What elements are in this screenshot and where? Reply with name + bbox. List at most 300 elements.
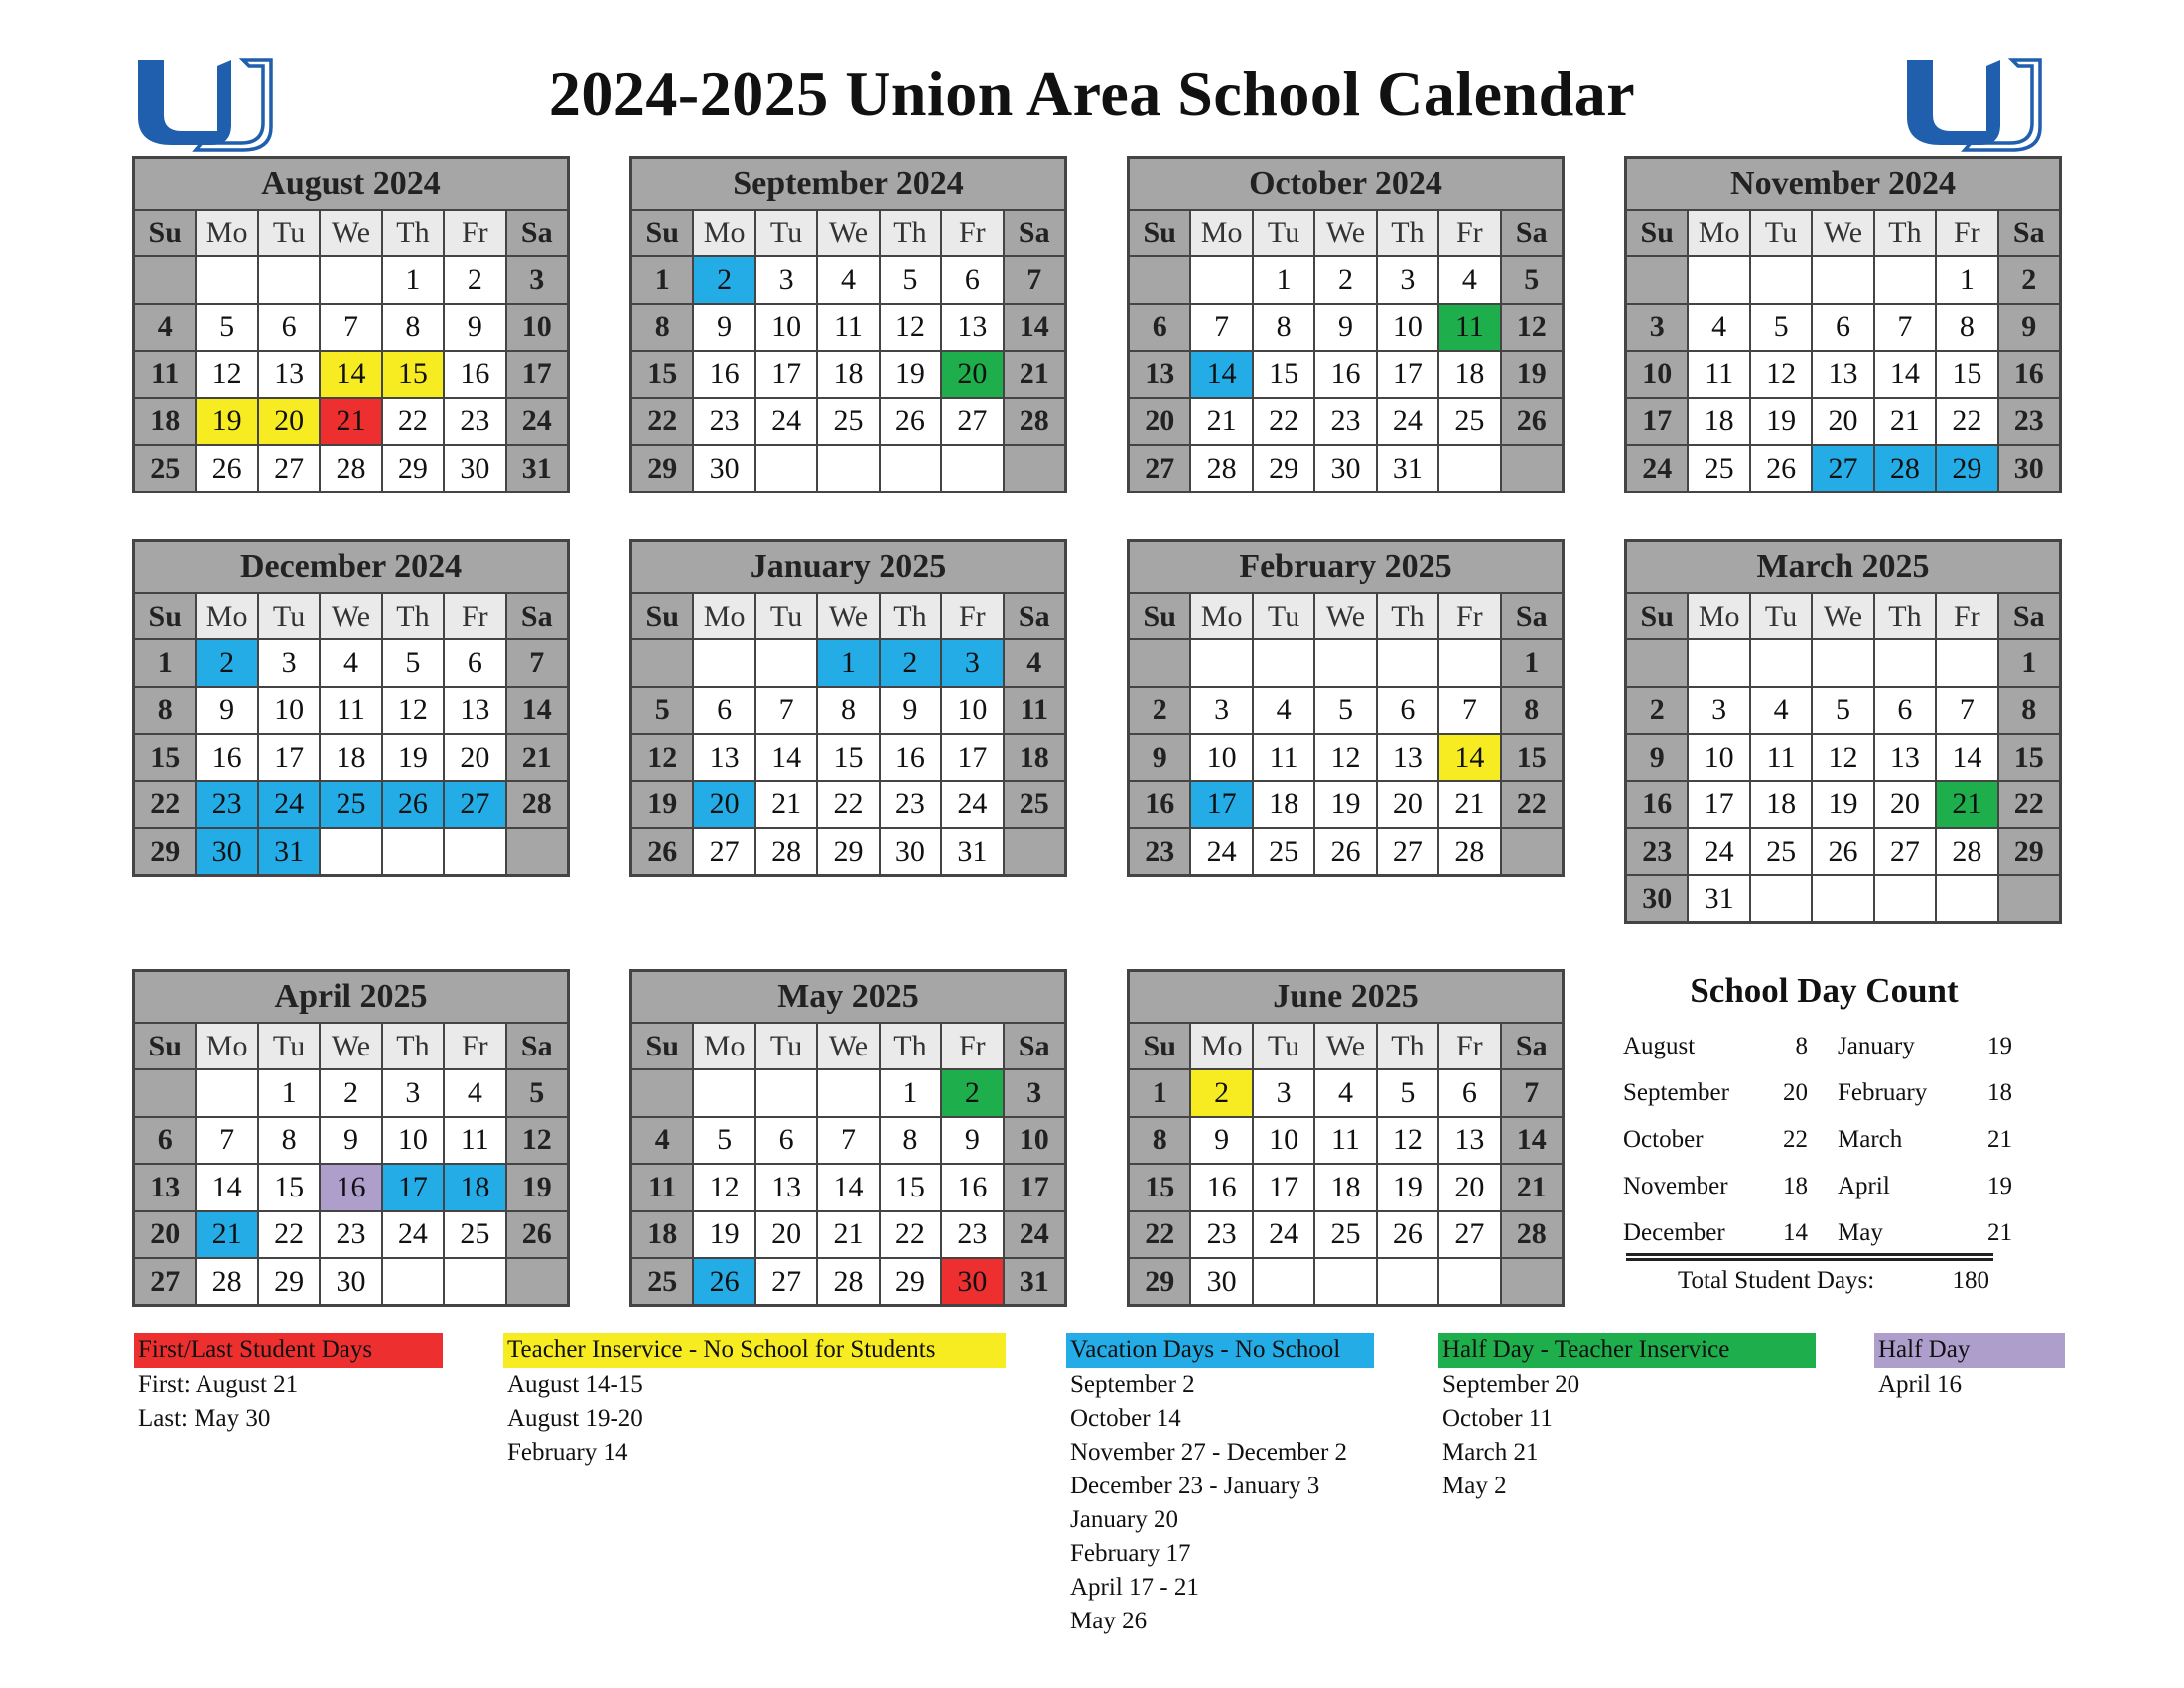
day-cell: 14 [1875, 352, 1935, 396]
weekday-header: Tu [756, 594, 816, 638]
weekday-header: Su [135, 594, 195, 638]
day-cell: 13 [1813, 352, 1872, 396]
day-cell: 30 [321, 1259, 380, 1304]
day-cell: 27 [756, 1259, 816, 1304]
weekday-header: We [1315, 211, 1375, 255]
day-cell: 3 [383, 1070, 443, 1115]
day-cell: 10 [1191, 735, 1251, 779]
day-cell: 11 [135, 352, 195, 396]
day-cell: 6 [259, 305, 319, 350]
weekday-header: Tu [1751, 594, 1811, 638]
empty-day-cell [818, 1070, 878, 1115]
day-cell: 7 [1191, 305, 1251, 350]
day-cell: 10 [507, 305, 567, 350]
day-cell: 26 [1502, 399, 1562, 444]
day-cell: 25 [445, 1212, 504, 1257]
day-cell: 18 [1439, 352, 1499, 396]
day-cell: 28 [321, 446, 380, 491]
empty-day-cell [1689, 257, 1748, 302]
day-cell: 15 [1937, 352, 1996, 396]
weekday-header: We [321, 594, 380, 638]
legend-date: September 2 [1070, 1371, 1195, 1398]
day-cell: 10 [1627, 352, 1687, 396]
day-cell: 20 [1378, 782, 1437, 827]
weekday-header: Tu [259, 1024, 319, 1068]
day-cell: 24 [507, 399, 567, 444]
weekday-header: Tu [1254, 211, 1313, 255]
empty-day-cell [135, 257, 195, 302]
weekday-header: Su [135, 1024, 195, 1068]
day-cell: 7 [818, 1118, 878, 1163]
day-cell: 23 [1999, 399, 2059, 444]
weekday-header: We [818, 1024, 878, 1068]
day-cell: 9 [881, 688, 940, 733]
weekday-header: Sa [1999, 594, 2059, 638]
day-cell: 18 [321, 735, 380, 779]
school-day-count-title: School Day Count [1690, 971, 1959, 1010]
empty-day-cell [1937, 876, 1996, 920]
day-cell: 7 [1502, 1070, 1562, 1115]
day-cell: 24 [1005, 1212, 1064, 1257]
day-cell: 25 [818, 399, 878, 444]
day-cell: 28 [818, 1259, 878, 1304]
day-cell: 25 [1689, 446, 1748, 491]
legend-date: March 21 [1442, 1439, 1539, 1466]
day-cell: 8 [383, 305, 443, 350]
day-cell: 5 [1751, 305, 1811, 350]
day-cell: 6 [942, 257, 1002, 302]
day-cell: 28 [197, 1259, 256, 1304]
day-cell: 19 [507, 1165, 567, 1209]
day-cell: 15 [135, 735, 195, 779]
day-cell: 16 [881, 735, 940, 779]
day-cell: 4 [321, 640, 380, 685]
count-value: 21 [1987, 1125, 2012, 1153]
day-cell: 29 [135, 829, 195, 874]
day-cell: 1 [259, 1070, 319, 1115]
empty-day-cell [694, 640, 753, 685]
weekday-header: Th [1875, 211, 1935, 255]
day-cell: 8 [1937, 305, 1996, 350]
weekday-header: Tu [1751, 211, 1811, 255]
day-cell: 13 [1130, 352, 1189, 396]
empty-day-cell [1937, 640, 1996, 685]
legend-green [1438, 1333, 1816, 1503]
month-title: June 2025 [1130, 972, 1562, 1024]
day-cell: 25 [135, 446, 195, 491]
month-title: October 2024 [1130, 159, 1562, 211]
day-cell: 12 [632, 735, 692, 779]
day-cell: 17 [1005, 1165, 1064, 1209]
count-value: 21 [1987, 1218, 2012, 1246]
day-cell: 2 [694, 257, 753, 302]
day-cell: 30 [197, 829, 256, 874]
legend-date: October 11 [1442, 1405, 1553, 1432]
day-cell: 24 [259, 782, 319, 827]
empty-day-cell [1130, 257, 1189, 302]
day-cell: 24 [1689, 829, 1748, 874]
month-calendar [629, 539, 1067, 877]
day-cell: 22 [881, 1212, 940, 1257]
empty-day-cell [1439, 1259, 1499, 1304]
month-title: March 2025 [1627, 542, 2059, 594]
day-cell: 20 [1439, 1165, 1499, 1209]
day-cell: 18 [1254, 782, 1313, 827]
empty-day-cell [1751, 257, 1811, 302]
day-cell: 19 [1502, 352, 1562, 396]
month-calendar [1624, 156, 2062, 493]
legend-date: Last: May 30 [138, 1405, 271, 1432]
day-cell: 11 [1439, 305, 1499, 350]
weekday-header: Fr [942, 594, 1002, 638]
day-cell: 8 [632, 305, 692, 350]
day-cell: 3 [1378, 257, 1437, 302]
day-cell: 25 [1751, 829, 1811, 874]
day-cell: 1 [632, 257, 692, 302]
day-cell: 19 [383, 735, 443, 779]
day-cell: 6 [694, 688, 753, 733]
day-cell: 7 [756, 688, 816, 733]
count-row [1623, 1116, 2015, 1163]
total-value: 180 [1952, 1267, 1989, 1294]
month-calendar [1127, 156, 1565, 493]
day-cell: 6 [756, 1118, 816, 1163]
day-cell: 13 [1875, 735, 1935, 779]
day-cell: 11 [1005, 688, 1064, 733]
empty-day-cell [1315, 640, 1375, 685]
count-value: 20 [1783, 1078, 1808, 1106]
day-cell: 28 [1439, 829, 1499, 874]
day-cell: 9 [321, 1118, 380, 1163]
day-cell: 5 [694, 1118, 753, 1163]
day-cell: 3 [1689, 688, 1748, 733]
day-cell: 15 [1999, 735, 2059, 779]
legend-red [134, 1333, 443, 1436]
day-cell: 4 [135, 305, 195, 350]
day-cell: 11 [632, 1165, 692, 1209]
weekday-header: We [321, 211, 380, 255]
day-cell: 24 [1254, 1212, 1313, 1257]
weekday-header: Sa [1005, 1024, 1064, 1068]
weekday-header: We [818, 211, 878, 255]
day-cell: 16 [445, 352, 504, 396]
weekday-header: We [1813, 594, 1872, 638]
day-cell: 24 [1191, 829, 1251, 874]
weekday-header: Fr [1439, 594, 1499, 638]
day-cell: 22 [632, 399, 692, 444]
empty-day-cell [1439, 640, 1499, 685]
day-cell: 2 [1130, 688, 1189, 733]
day-cell: 21 [507, 735, 567, 779]
empty-day-cell [1191, 257, 1251, 302]
day-cell: 23 [881, 782, 940, 827]
day-cell: 16 [321, 1165, 380, 1209]
day-cell: 21 [1191, 399, 1251, 444]
empty-day-cell [694, 1070, 753, 1115]
day-cell: 4 [818, 257, 878, 302]
day-cell: 22 [1254, 399, 1313, 444]
month-title: February 2025 [1130, 542, 1562, 594]
empty-day-cell [321, 257, 380, 302]
weekday-header: Tu [1254, 1024, 1313, 1068]
day-cell: 29 [259, 1259, 319, 1304]
weekday-header: Th [383, 1024, 443, 1068]
total-label: Total Student Days: [1678, 1267, 1875, 1294]
weekday-header: Th [383, 211, 443, 255]
day-cell: 1 [1254, 257, 1313, 302]
day-cell: 23 [321, 1212, 380, 1257]
weekday-header: Su [632, 1024, 692, 1068]
day-cell: 20 [259, 399, 319, 444]
day-cell: 25 [632, 1259, 692, 1304]
day-cell: 10 [259, 688, 319, 733]
day-cell: 10 [1689, 735, 1748, 779]
day-cell: 9 [694, 305, 753, 350]
day-cell: 21 [1875, 399, 1935, 444]
day-cell: 20 [694, 782, 753, 827]
weekday-header: Sa [1502, 1024, 1562, 1068]
day-cell: 24 [756, 399, 816, 444]
union-logo-right [1901, 58, 2045, 152]
day-cell: 19 [1315, 782, 1375, 827]
month-title: January 2025 [632, 542, 1064, 594]
weekday-header: Fr [1937, 594, 1996, 638]
legend-date: August 14-15 [507, 1371, 643, 1398]
legend-date: January 20 [1070, 1506, 1178, 1533]
day-cell: 2 [445, 257, 504, 302]
weekday-header: Su [632, 211, 692, 255]
day-cell: 14 [1191, 352, 1251, 396]
empty-day-cell [942, 446, 1002, 491]
day-cell: 21 [197, 1212, 256, 1257]
day-cell: 2 [197, 640, 256, 685]
count-value: 8 [1795, 1032, 1808, 1059]
day-cell: 26 [1813, 829, 1872, 874]
legend-blue [1066, 1333, 1374, 1638]
school-day-count [1623, 971, 2015, 1256]
weekday-header: Tu [1254, 594, 1313, 638]
day-cell: 21 [1439, 782, 1499, 827]
day-cell: 14 [321, 352, 380, 396]
count-month: May [1838, 1218, 1883, 1246]
day-cell: 7 [1005, 257, 1064, 302]
count-month: September [1623, 1078, 1729, 1106]
day-cell: 13 [694, 735, 753, 779]
day-cell: 22 [818, 782, 878, 827]
empty-day-cell [321, 829, 380, 874]
weekday-header: Sa [1005, 594, 1064, 638]
day-cell: 16 [1627, 782, 1687, 827]
day-cell: 20 [1813, 399, 1872, 444]
day-cell: 23 [1627, 829, 1687, 874]
day-cell: 27 [1378, 829, 1437, 874]
weekday-header: Fr [942, 211, 1002, 255]
count-value: 18 [1987, 1078, 2012, 1106]
empty-day-cell [1130, 640, 1189, 685]
day-cell: 20 [942, 352, 1002, 396]
day-cell: 12 [1315, 735, 1375, 779]
empty-day-cell [507, 1259, 567, 1304]
month-title: May 2025 [632, 972, 1064, 1024]
day-cell: 18 [1751, 782, 1811, 827]
weekday-header: Tu [259, 211, 319, 255]
day-cell: 14 [818, 1165, 878, 1209]
count-value: 14 [1783, 1218, 1808, 1246]
day-cell: 25 [1254, 829, 1313, 874]
day-cell: 10 [1254, 1118, 1313, 1163]
day-cell: 27 [1813, 446, 1872, 491]
day-cell: 26 [383, 782, 443, 827]
day-cell: 18 [818, 352, 878, 396]
day-cell: 31 [1378, 446, 1437, 491]
day-cell: 6 [445, 640, 504, 685]
legend-date: First: August 21 [138, 1371, 299, 1398]
weekday-header: Fr [445, 1024, 504, 1068]
weekday-header: Su [1627, 594, 1687, 638]
day-cell: 11 [818, 305, 878, 350]
day-cell: 15 [383, 352, 443, 396]
weekday-header: Th [881, 1024, 940, 1068]
day-cell: 21 [321, 399, 380, 444]
day-cell: 26 [1315, 829, 1375, 874]
empty-day-cell [1439, 446, 1499, 491]
day-cell: 6 [1875, 688, 1935, 733]
empty-day-cell [1689, 640, 1748, 685]
day-cell: 7 [1937, 688, 1996, 733]
day-cell: 2 [881, 640, 940, 685]
day-cell: 12 [1378, 1118, 1437, 1163]
day-cell: 12 [1502, 305, 1562, 350]
month-title: August 2024 [135, 159, 567, 211]
day-cell: 23 [445, 399, 504, 444]
empty-day-cell [1627, 640, 1687, 685]
day-cell: 2 [942, 1070, 1002, 1115]
day-cell: 17 [1191, 782, 1251, 827]
day-cell: 8 [259, 1118, 319, 1163]
legend-date: February 17 [1070, 1540, 1191, 1567]
day-cell: 22 [1999, 782, 2059, 827]
day-cell: 12 [507, 1118, 567, 1163]
empty-day-cell [1813, 640, 1872, 685]
day-cell: 30 [1999, 446, 2059, 491]
day-cell: 29 [383, 446, 443, 491]
weekday-header: Sa [1502, 594, 1562, 638]
month-title: September 2024 [632, 159, 1064, 211]
day-cell: 2 [1999, 257, 2059, 302]
day-cell: 28 [507, 782, 567, 827]
weekday-header: Mo [694, 1024, 753, 1068]
empty-day-cell [1813, 257, 1872, 302]
weekday-header: Su [1130, 211, 1189, 255]
day-cell: 13 [942, 305, 1002, 350]
empty-day-cell [881, 446, 940, 491]
day-cell: 27 [445, 782, 504, 827]
day-cell: 14 [197, 1165, 256, 1209]
empty-day-cell [445, 829, 504, 874]
weekday-header: Sa [507, 1024, 567, 1068]
day-cell: 17 [507, 352, 567, 396]
legend-date: December 23 - January 3 [1070, 1473, 1320, 1499]
weekday-header: Th [1378, 211, 1437, 255]
empty-day-cell [1502, 829, 1562, 874]
weekday-header: Fr [445, 211, 504, 255]
day-cell: 29 [1937, 446, 1996, 491]
day-cell: 27 [135, 1259, 195, 1304]
weekday-header: Fr [445, 594, 504, 638]
empty-day-cell [1875, 640, 1935, 685]
count-month: March [1838, 1125, 1903, 1153]
legend-date: October 14 [1070, 1405, 1181, 1432]
weekday-header: Sa [507, 594, 567, 638]
day-cell: 18 [445, 1165, 504, 1209]
day-cell: 1 [135, 640, 195, 685]
day-cell: 26 [197, 446, 256, 491]
day-cell: 30 [1191, 1259, 1251, 1304]
day-cell: 4 [1689, 305, 1748, 350]
day-cell: 2 [1191, 1070, 1251, 1115]
weekday-header: Sa [1999, 211, 2059, 255]
day-cell: 27 [1439, 1212, 1499, 1257]
count-month: October [1623, 1125, 1704, 1153]
legend-label: First/Last Student Days [134, 1333, 443, 1368]
day-cell: 16 [197, 735, 256, 779]
legend-date: April 17 - 21 [1070, 1574, 1199, 1601]
day-cell: 12 [881, 305, 940, 350]
day-cell: 29 [1999, 829, 2059, 874]
day-cell: 18 [1689, 399, 1748, 444]
day-cell: 19 [197, 399, 256, 444]
day-cell: 17 [942, 735, 1002, 779]
day-cell: 8 [818, 688, 878, 733]
legend-label: Half Day - Teacher Inservice [1438, 1333, 1816, 1368]
day-cell: 11 [1254, 735, 1313, 779]
weekday-header: Fr [1439, 211, 1499, 255]
empty-day-cell [1191, 640, 1251, 685]
empty-day-cell [1254, 1259, 1313, 1304]
day-cell: 25 [321, 782, 380, 827]
day-cell: 30 [1315, 446, 1375, 491]
day-cell: 17 [1689, 782, 1748, 827]
weekday-header: Th [1875, 594, 1935, 638]
day-cell: 9 [1191, 1118, 1251, 1163]
day-cell: 16 [1191, 1165, 1251, 1209]
day-cell: 3 [942, 640, 1002, 685]
day-cell: 30 [881, 829, 940, 874]
day-cell: 19 [1751, 399, 1811, 444]
day-cell: 14 [1937, 735, 1996, 779]
weekday-header: Th [881, 211, 940, 255]
day-cell: 19 [881, 352, 940, 396]
count-month: February [1838, 1078, 1928, 1106]
day-cell: 27 [942, 399, 1002, 444]
day-cell: 3 [1191, 688, 1251, 733]
day-cell: 10 [1378, 305, 1437, 350]
legend-yellow [503, 1333, 1006, 1470]
day-cell: 21 [818, 1212, 878, 1257]
count-month: November [1623, 1172, 1728, 1199]
month-calendar [1624, 539, 2062, 924]
empty-day-cell [1378, 640, 1437, 685]
day-cell: 24 [1378, 399, 1437, 444]
day-cell: 11 [321, 688, 380, 733]
day-cell: 5 [881, 257, 940, 302]
weekday-header: Mo [1689, 211, 1748, 255]
empty-day-cell [756, 640, 816, 685]
day-cell: 29 [1254, 446, 1313, 491]
day-cell: 21 [756, 782, 816, 827]
day-cell: 28 [1191, 446, 1251, 491]
empty-day-cell [1627, 257, 1687, 302]
